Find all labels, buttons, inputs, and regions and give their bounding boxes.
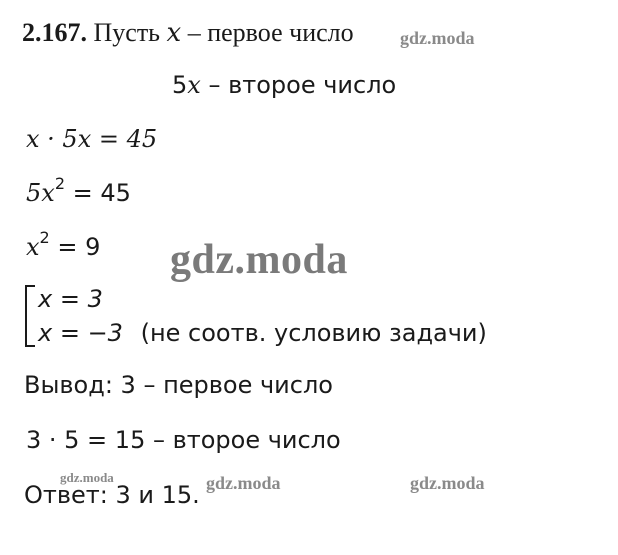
second-number-line [172,70,396,100]
equation-3 [26,228,101,262]
watermark-center: gdz.moda [170,237,348,283]
case-2: x = −3 [38,319,123,347]
intro-variable: x [166,18,182,48]
conclusion-line-2: 3 · 5 = 15 – второе число [26,426,341,454]
watermark-top: gdz.moda [400,28,475,48]
second-coef: 5 [172,71,188,99]
eq3-base: x [26,233,40,261]
watermark-bottom-mid: gdz.moda [206,473,281,493]
watermark-bottom-right: gdz.moda [410,473,485,493]
eq3-rest: = 9 [57,233,101,261]
second-variable: x [187,71,201,99]
case-2-note: (не соотв. условию задачи) [140,319,487,347]
case-2-line [38,318,487,348]
equation-1: x · 5x = 45 [26,125,158,153]
watermark-bottom-left: gdz.moda [60,470,114,485]
eq2-exponent: 2 [54,174,65,193]
answer-line: Ответ: 3 и 15. [24,481,200,509]
problem-header [22,18,354,48]
case-1: x = 3 [38,285,103,313]
eq2-base: 5x [26,179,55,207]
second-rest: – второе число [208,71,397,99]
intro-text: Пусть [93,18,161,47]
case-bracket [25,285,35,347]
eq2-rest: = 45 [72,179,131,207]
intro-rest: – первое число [187,18,354,47]
conclusion-line-1: Вывод: 3 – первое число [24,371,333,399]
problem-number: 2.167. [22,18,87,47]
eq3-exponent: 2 [39,228,50,247]
equation-2 [26,174,131,208]
